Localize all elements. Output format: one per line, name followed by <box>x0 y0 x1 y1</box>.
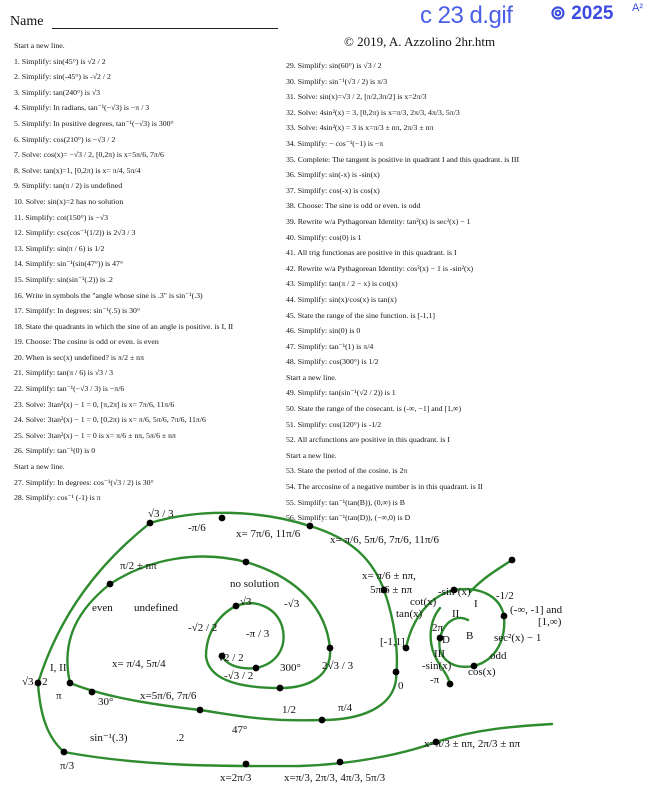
spiral-label: -√3 <box>284 598 300 610</box>
watermark-mark: A² <box>632 2 643 14</box>
problem-line: 25. Solve: 3tan²(x) − 1 = 0 is x= π/6 ± nπ, 5π/6 ± nπ <box>14 430 176 440</box>
spiral-dot <box>447 681 454 688</box>
spiral-label: III <box>434 648 445 660</box>
problem-line: 34. Simplify: − cos⁻¹(−1) is −π <box>286 138 384 148</box>
spiral-label: -1/2 <box>496 590 514 602</box>
problem-line: 26. Simplify: tan⁻¹(0) is 0 <box>14 446 96 456</box>
spiral-label: tan(x) <box>396 608 423 620</box>
spiral-label: 300° <box>280 662 301 674</box>
problem-line: 50. State the range of the cosecant. is (-∞, −1] and [1,∞) <box>286 404 462 414</box>
problem-line: 43. Simplify: tan(π / 2 − x) is cot(x) <box>286 279 398 289</box>
problem-line: Start a new line. <box>14 41 65 50</box>
spiral-dot <box>89 689 96 696</box>
spiral-label: 0 <box>398 680 404 692</box>
spiral-label: even <box>92 602 113 614</box>
problem-line: 32. Solve: 4sin²(x) = 3, [0,2π) is x=π/3, 2π/3, 4π/3, 5π/3 <box>286 107 460 117</box>
spiral-label: II <box>452 608 460 620</box>
spiral-dot <box>337 759 344 766</box>
spiral-label: [1,∞) <box>538 616 562 628</box>
problem-line: 28. Simplify: cos⁻¹ (-1) is π <box>14 493 101 503</box>
problem-line: 45. State the range of the sine function. is [-1,1] <box>286 310 435 320</box>
problem-line: 33. Solve: 4sin²(x) = 3 is x=π/3 ± nπ, 2π/3 ± nπ <box>286 123 434 133</box>
spiral-label: cos(x) <box>468 666 496 678</box>
problem-line: 46. Simplify: sin(0) is 0 <box>286 326 361 336</box>
spiral-label: √3 / 3 <box>148 508 174 520</box>
spiral-label: x=π/3 ± nπ, 2π/3 ± nπ <box>424 738 521 750</box>
problem-line: 12. Simplify: csc(cos⁻¹(1/2)) is 2√3 / 3 <box>14 228 136 238</box>
name-label: Name <box>10 14 44 29</box>
spiral-dot <box>243 761 250 768</box>
spiral-label: x=5π/6, 7π/6 <box>140 690 197 702</box>
problem-line: 16. Write in symbols the "angle whose sine is .3" is sin⁻¹(.3) <box>14 290 203 300</box>
problem-line: 9. Simplify: tan(π / 2) is undefined <box>14 181 123 191</box>
spiral-label: 1/2 <box>282 704 297 716</box>
problem-line: 6. Simplify: cos(210°) is −√3 / 2 <box>14 134 116 144</box>
spiral-label: x=2π/3 <box>220 772 252 784</box>
spiral-label: cot(x) <box>410 596 437 608</box>
problem-line: 2. Simplify: sin(-45°) is -√2 / 2 <box>14 72 111 82</box>
problems-right-column <box>286 58 646 526</box>
problem-line: 11. Simplify: cot(150°) is −√3 <box>14 212 109 222</box>
problem-line: 36. Simplify: sin(-x) is -sin(x) <box>286 170 380 180</box>
problem-line: 24. Solve: 3tan²(x) − 1 = 0, [0,2π) is x= π/6, 5π/6, 7π/6, 11π/6 <box>14 415 206 425</box>
problem-line: 35. Complete: The tangent is positive in quadrant I and this quadrant. is III <box>286 154 520 164</box>
problem-line: 18. State the quadrants in which the sine of an angle is positive. is I, II <box>14 321 234 331</box>
problem-line: 17. Simplify: In degrees: sin⁻¹(.5) is 30° <box>14 306 141 316</box>
spiral-label: √3 <box>240 596 252 608</box>
problem-line: 42. Rewrite w/a Pythagorean Identity: cos²(x) − 1 is -sin²(x) <box>286 263 474 273</box>
spiral-label: B <box>466 630 474 642</box>
spiral-dot <box>501 613 508 620</box>
problem-line: Start a new line. <box>286 372 337 382</box>
problem-line: 21. Simplify: tan(π / 6) is √3 / 3 <box>14 368 113 378</box>
spiral-dot <box>219 515 226 522</box>
spiral-label: x= π/6, 5π/6, 7π/6, 11π/6 <box>330 534 439 546</box>
spiral-label: π/3 <box>60 760 75 772</box>
problem-line: 31. Solve: sin(x)=√3 / 2, [π/2,3π/2] is x=2π/3 <box>286 92 427 102</box>
spiral-label: x= π/6 ± nπ, <box>362 570 416 582</box>
spiral-dot <box>197 707 204 714</box>
problem-line: 4. Simplify: In radians, tan⁻¹(−√3) is −π / 3 <box>14 103 150 113</box>
spiral-dot <box>277 685 284 692</box>
spiral-label: -π <box>430 674 440 686</box>
spiral-label: I, II <box>50 662 67 674</box>
problem-line: 37. Simplify: cos(-x) is cos(x) <box>286 185 380 195</box>
problem-line: 41. All trig functionas are positive in this quadrant. is I <box>286 248 457 258</box>
spiral-label: -π/6 <box>188 522 206 534</box>
watermark-year-text: 2025 <box>571 3 614 24</box>
spiral-label: x=π/3, 2π/3, 4π/3, 5π/3 <box>284 772 386 784</box>
spiral-dot <box>307 523 314 530</box>
problem-line: 56. Simplify: tan⁻¹(tan(D)), (−∞,0) is D <box>286 513 411 523</box>
spiral-label: no solution <box>230 578 280 590</box>
spiral-dot <box>61 749 68 756</box>
problem-line: 30. Simplify: sin⁻¹(√3 / 2) is π/3 <box>286 76 388 86</box>
problem-line: Start a new line. <box>286 450 337 460</box>
spiral-label: -sin(x) <box>422 660 452 672</box>
problem-line: 15. Simplify: sin(sin⁻¹(.2)) is .2 <box>14 274 113 284</box>
problem-line: 47. Simplify: tan⁻¹(1) is π/4 <box>286 341 374 351</box>
spiral-label: -π / 3 <box>246 628 270 640</box>
problem-line: 3. Simplify: tan(240°) is √3 <box>14 87 101 97</box>
spiral-label: -√3 / 2 <box>224 670 254 682</box>
spiral-dot <box>319 717 326 724</box>
spiral-label: 5π/6 ± nπ <box>370 584 413 596</box>
problem-line: 27. Simplify: In degrees: cos⁻¹(√3 / 2) is 30° <box>14 477 154 487</box>
spiral-dot <box>67 680 74 687</box>
problem-line: 29. Simplify: sin(60°) is √3 / 2 <box>286 61 382 70</box>
spiral-label: x= π/4, 5π/4 <box>112 658 166 670</box>
spiral-label: π/4 <box>338 702 353 714</box>
problem-line: 48. Simplify: cos(300°) is 1/2 <box>286 357 379 367</box>
watermark-filename: c 23 d.gif <box>420 2 513 29</box>
spiral-puzzle <box>0 488 650 800</box>
spiral-dot <box>147 520 154 527</box>
problem-line: 55. Simplify: tan⁻¹(tan(B)), (0,∞) is B <box>286 497 405 507</box>
problems-left-column <box>14 38 296 506</box>
spiral-dot <box>233 603 240 610</box>
problem-line: 54. The arccosine of a negative number is in this quadrant. is II <box>286 482 483 492</box>
spiral-label: sec²(x) − 1 <box>494 632 542 644</box>
problem-line: 19. Choose: The cosine is odd or even. is even <box>14 337 159 347</box>
spiral-label: -√2 / 2 <box>188 622 218 634</box>
spiral-dot <box>107 581 114 588</box>
watermark-year: ⊚ 2025 <box>550 3 614 24</box>
spiral-label: .2 <box>176 732 185 744</box>
spiral-label: √3 / 2 <box>22 676 48 688</box>
spiral-label: 30° <box>98 696 114 708</box>
spiral-label: 2√3 / 3 <box>322 660 354 672</box>
problem-line: 53. State the period of the cosine. is 2π <box>286 466 408 476</box>
spiral-label: -sin²(x) <box>438 586 471 598</box>
spiral-dot <box>243 559 250 566</box>
copyright-notice: © 2019, A. Azzolino 2hr.htm <box>344 34 496 49</box>
problem-line: 7. Solve: cos(x)= −√3 / 2, [0,2π) is x=5π/6, 7π/6 <box>14 150 164 160</box>
spiral-label: x= 7π/6, 11π/6 <box>236 528 301 540</box>
spiral-dot <box>509 557 516 564</box>
problem-line: 1. Simplify: sin(45°) is √2 / 2 <box>14 56 106 66</box>
problem-line: 52. All arcfunctions are positive in this quadrant. is I <box>286 435 450 445</box>
problem-line: 44. Simplify: sin(x)/cos(x) is tan(x) <box>286 294 397 304</box>
spiral-label: π/2 ± nπ <box>120 560 157 572</box>
spiral-label: 47° <box>232 724 248 736</box>
spiral-dot <box>393 669 400 676</box>
problem-line: 14. Simplify: sin⁻¹(sin(47°)) is 47° <box>14 259 124 269</box>
spiral-dot <box>327 645 334 652</box>
problem-line: 39. Rewrite w/a Pythagorean Identity: tan²(x) is sec²(x) − 1 <box>286 216 471 226</box>
problem-line: Start a new line. <box>14 462 65 472</box>
spiral-label: I <box>474 598 478 610</box>
problem-line: 49. Simplify: tan(sin⁻¹(√2 / 2)) is 1 <box>286 388 396 398</box>
name-blank-line <box>52 28 278 29</box>
spiral-label: undefined <box>134 602 178 614</box>
problem-line: 23. Solve: 3tan²(x) − 1 = 0, [π,2π] is x= 7π/6, 11π/6 <box>14 399 175 409</box>
spiral-label: D <box>442 634 450 646</box>
problem-line: 20. When is sec(x) undefined? is π/2 ± nπ <box>14 352 145 362</box>
spiral-label: [-1,1] <box>380 636 405 648</box>
spiral-label: 2π <box>432 622 444 634</box>
spiral-label: odd <box>490 650 507 662</box>
problem-line: 51. Simplify: cos(120°) is -1/2 <box>286 419 382 429</box>
spiral-label: sin⁻¹(.3) <box>90 732 128 744</box>
spiral-path-branch-tail <box>470 560 512 592</box>
problem-line: 10. Solve: sin(x)=2 has no solution <box>14 196 124 206</box>
problem-line: 22. Simplify: tan⁻¹(−√3 / 3) is −π/6 <box>14 384 125 394</box>
problem-line: 8. Solve: tan(x)=1, [0,2π) is x= π/4, 5π/4 <box>14 165 141 175</box>
spiral-dot <box>253 665 260 672</box>
problem-line: 38. Choose: The sine is odd or even. is odd <box>286 201 421 211</box>
spiral-label: π <box>56 690 62 702</box>
problem-line: 13. Simplify: sin(π / 6) is 1/2 <box>14 243 105 253</box>
spiral-label: (-∞, -1] and <box>510 604 563 616</box>
problem-line: 5. Simplify: In positive degrees, tan⁻¹(−√3) is 300° <box>14 118 174 128</box>
problem-line: 40. Simplify: cos(0) is 1 <box>286 232 362 242</box>
spiral-label: √2 / 2 <box>218 652 244 664</box>
